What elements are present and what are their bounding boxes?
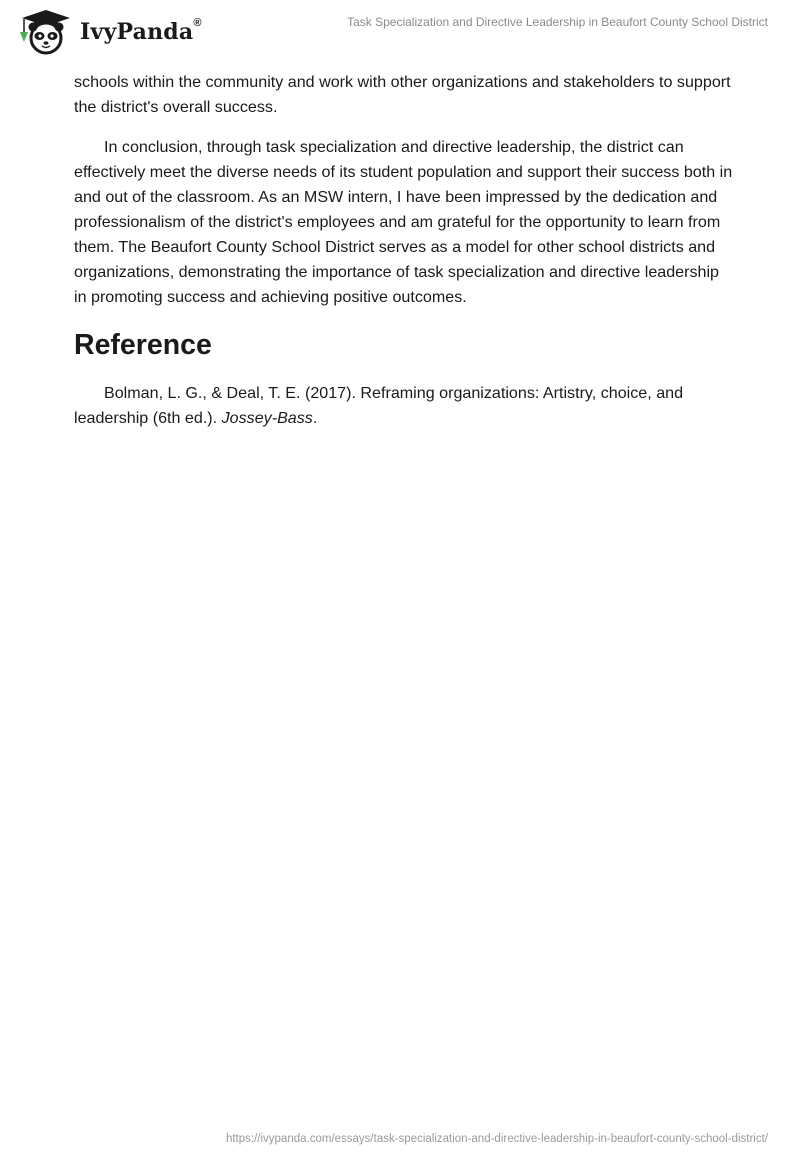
- reference-end: .: [312, 409, 318, 427]
- paragraph-conclusion: In conclusion, through task specialization and directive leadership, the district can effectively meet the diverse needs of its student population and support their success both in and out of the classroom. As an MSW intern, I have been impressed by the dedication and professionalism of the district's employees and am grateful for the opportunity to learn from them. The Beaufort County School District serves as a model for other school districts and organizations, demonstrating the importance of task specialization and directive leadership in promoting success and achieving positive outcomes.: [74, 138, 733, 306]
- document-body: [74, 70, 734, 431]
- ivypanda-logo[interactable]: [14, 8, 202, 56]
- reference-publisher: Jossey-Bass: [221, 409, 313, 427]
- logo-wordmark: IvyPanda®: [80, 17, 202, 45]
- reference-heading: Reference: [74, 329, 212, 361]
- registered-mark: ®: [193, 17, 202, 29]
- page-header: [0, 0, 800, 66]
- reference-entry: [74, 381, 734, 431]
- paragraph-continued: schools within the community and work with other organizations and stakeholders to support the district's overall success.: [74, 73, 731, 116]
- panda-graduate-icon: [14, 8, 74, 56]
- source-url[interactable]: https://ivypanda.com/essays/task-specialization-and-directive-leadership-in-beaufort-county-school-district/: [225, 1133, 768, 1145]
- reference-citation: Bolman, L. G., & Deal, T. E. (2017). Reframing organizations: Artistry, choice, and leadership (6th ed.).: [74, 384, 684, 427]
- document-title: Task Specialization and Directive Leadership in Beaufort County School District: [347, 15, 768, 29]
